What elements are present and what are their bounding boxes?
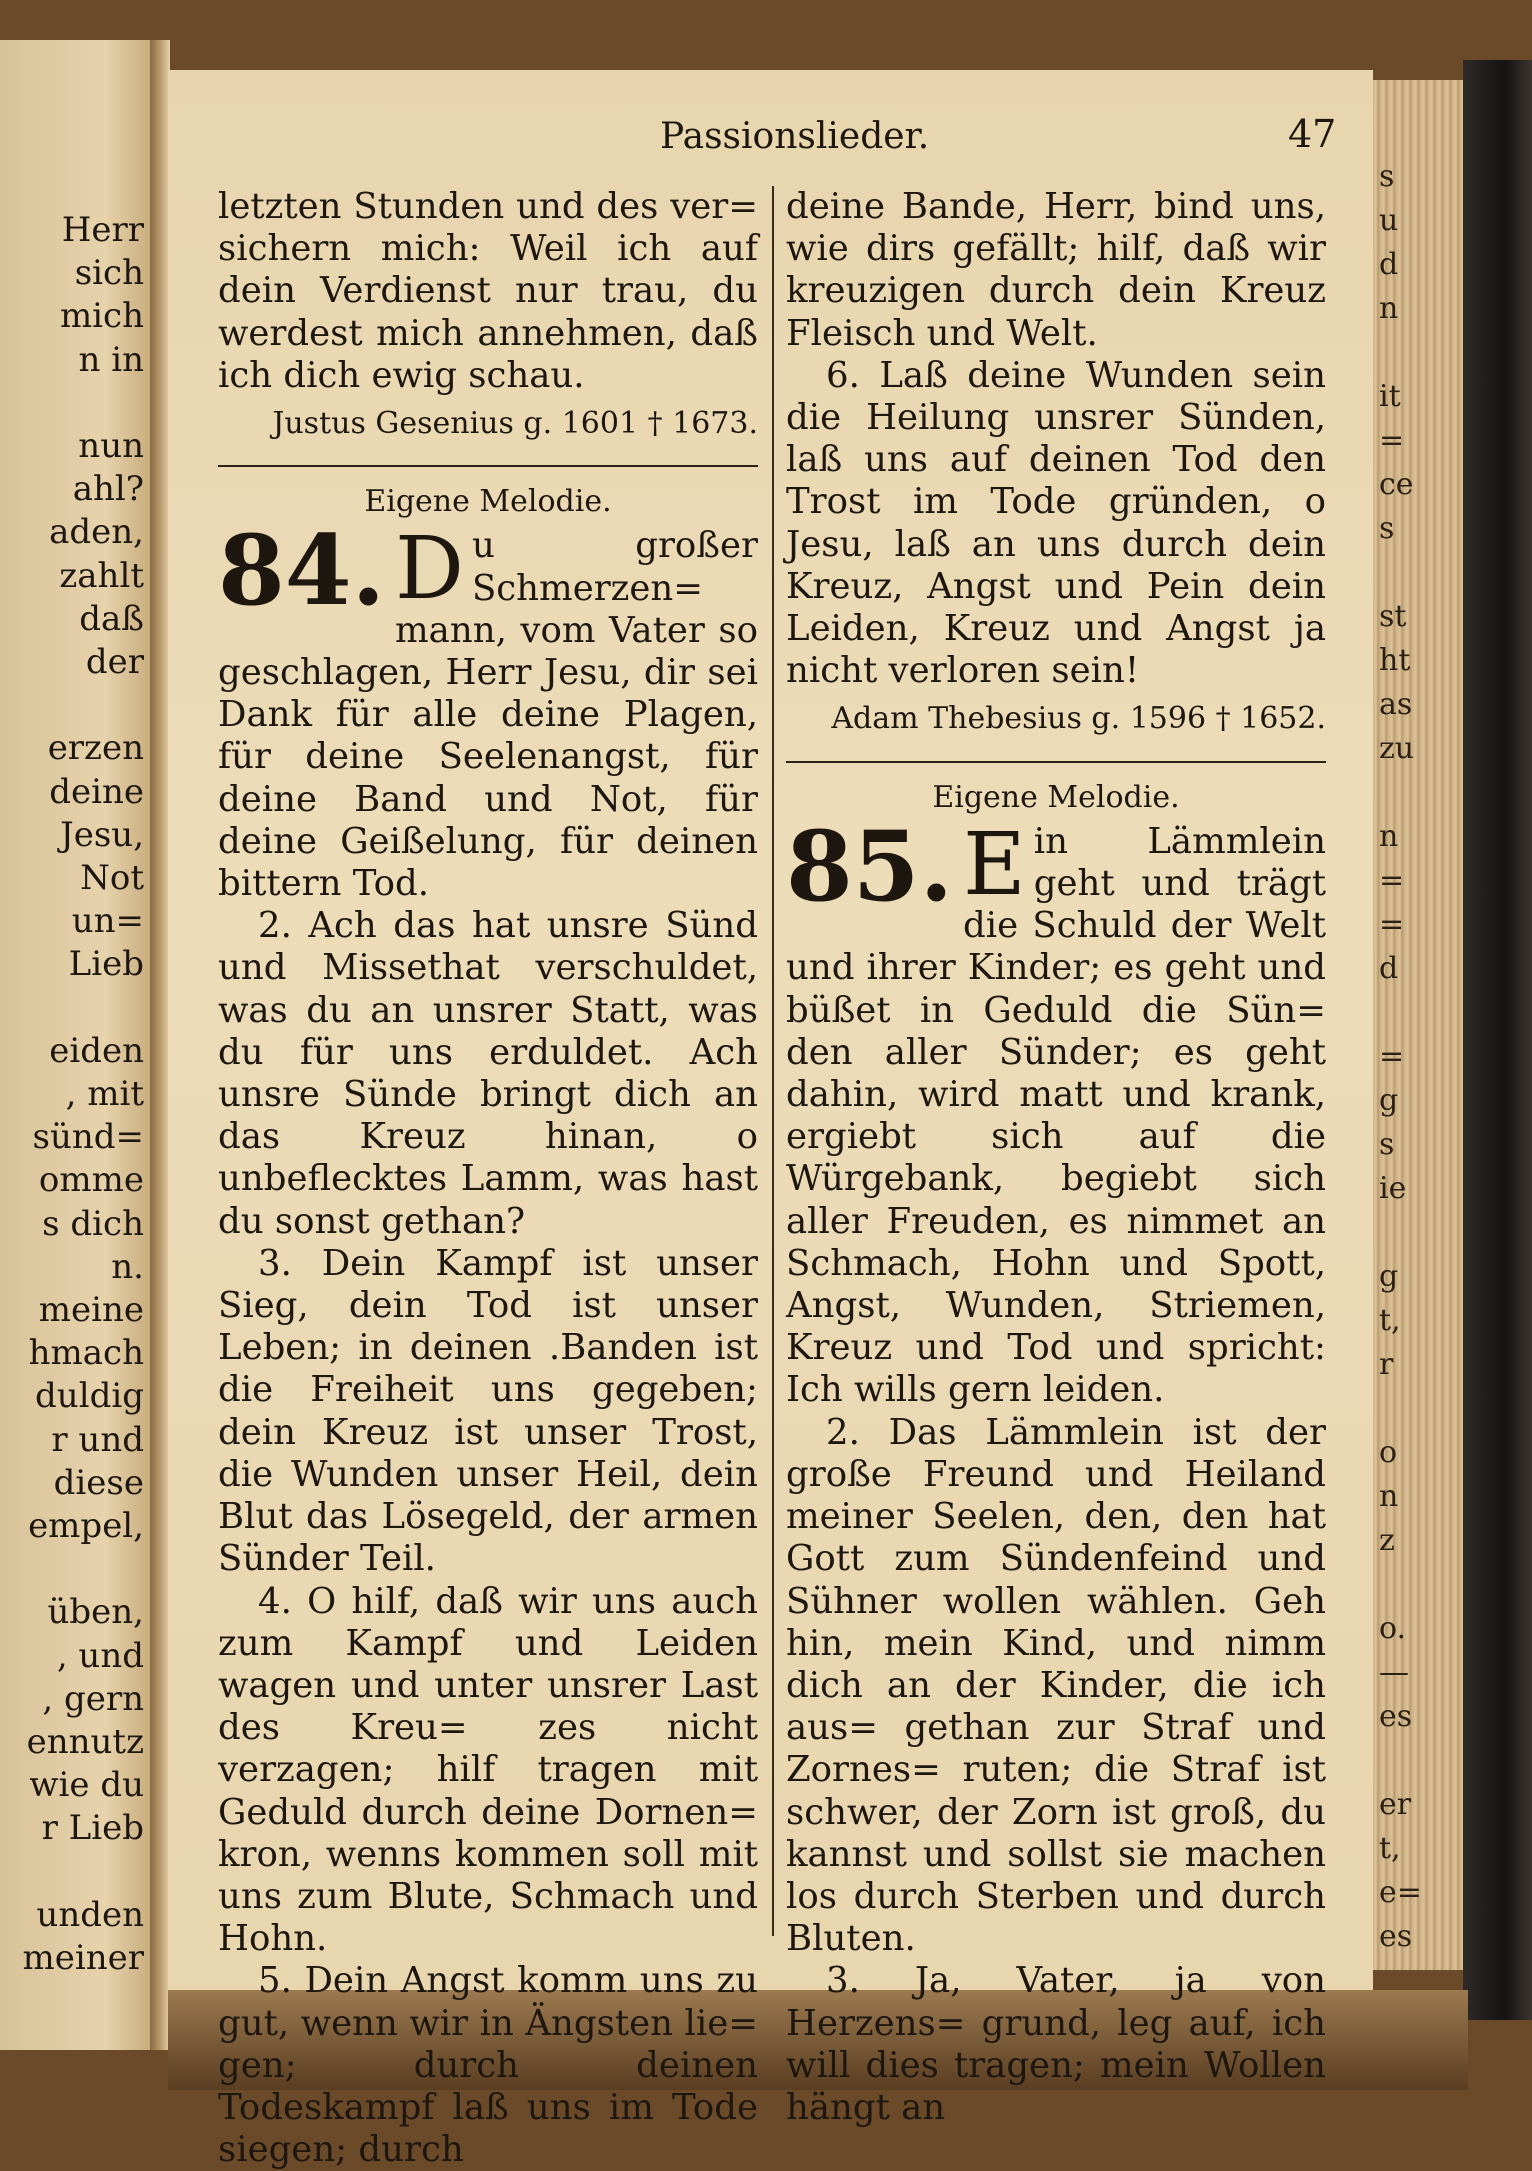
page-stack-fragment: g	[1379, 1083, 1399, 1118]
left-page-fragment: unden	[36, 1894, 144, 1935]
hymn-85-verse-1	[786, 809, 1326, 1412]
section-rule	[786, 761, 1326, 763]
page-stack-fragment: o	[1379, 1435, 1398, 1470]
left-page-fragment: n in	[78, 339, 144, 380]
left-page-fragment: meine	[38, 1290, 144, 1330]
left-page-fragment: Not	[80, 858, 144, 898]
page-stack-fragment: =	[1379, 863, 1405, 898]
left-page-fragment: hmach	[28, 1333, 144, 1374]
page-stack-fragment: e=	[1379, 1875, 1422, 1910]
page-stack-fragment: as	[1379, 687, 1413, 722]
previous-page-edge	[0, 40, 150, 2050]
left-page-fragment: un=	[71, 901, 144, 942]
page-stack-fragment: z	[1379, 1523, 1395, 1558]
left-page-fragment: duldig	[35, 1376, 144, 1417]
page-stack-fragment: es	[1379, 1919, 1413, 1954]
hymn-number: 84.	[218, 514, 386, 628]
melody-label: Eigene Melodie.	[932, 779, 1180, 815]
left-page-fragment: r Lieb	[41, 1808, 144, 1849]
left-page-fragment: , gern	[42, 1678, 144, 1719]
page-stack-fragment: er	[1379, 1787, 1412, 1822]
hymn-83-verse-6: 6. Laß deine Wunden sein die Heilung unsrer Sünden, laß uns auf deinen Tod den Trost im Tode gründen, o Jesu, laß an uns durch dein Kreuz, Angst und Pein dein Leiden, Kreuz und Angst ja nicht verloren sein!	[786, 354, 1326, 692]
page-stack-fragment: =	[1379, 423, 1405, 458]
page-stack-fragment: d	[1379, 951, 1399, 986]
hymn-84-verse-5: 5. Dein Angst komm uns zu gut, wenn wir in Ängsten lie= gen; durch deinen Todeskampf laß uns im Tode siegen; durch	[218, 1960, 758, 2171]
page-stack-fragment: o.	[1379, 1611, 1407, 1646]
hymn-84-verse-2: 2. Ach das hat unsre Sünd und Missethat verschuldet, was du an unsrer Statt, was du für uns erduldet. Ach unsre Sünde bringt dich an das Kreuz hinan, o unbeflecktes Lamm, was hast du sonst gethan?	[218, 905, 758, 1242]
page-stack-fragment: it	[1379, 379, 1401, 414]
left-page-fragment: daß	[79, 598, 144, 639]
page-stack-fragment: s	[1379, 511, 1395, 546]
left-page-fragment: der	[85, 642, 144, 682]
left-page-fragment: empel,	[28, 1506, 144, 1546]
page-stack-fragment: —	[1379, 1655, 1409, 1690]
left-page-fragment: zahlt	[59, 555, 144, 596]
left-page-fragment: mich	[59, 296, 144, 337]
left-page-fragment: meiner	[22, 1938, 144, 1978]
page-stack-fragment: ie	[1379, 1171, 1407, 1206]
page-stack-fragment: g	[1379, 1259, 1399, 1294]
left-page-fragment: , mit	[65, 1074, 144, 1114]
left-page-fragment: erzen	[47, 728, 144, 769]
left-page-fragment: wie du	[29, 1765, 144, 1806]
left-page-fragment: Herr	[61, 210, 144, 250]
left-page-fragment: r und	[51, 1419, 144, 1460]
page-stack-fragment: ce	[1379, 467, 1414, 502]
page-stack-fragment: s	[1379, 159, 1395, 194]
running-head: Passionslieder.	[660, 116, 930, 157]
page-stack-edge	[1373, 80, 1463, 1970]
left-page-fragment: deine	[49, 771, 144, 812]
left-page-fragment: sünd=	[32, 1117, 144, 1158]
left-page-fragment: omme	[38, 1160, 144, 1201]
page-stack-fragment: es	[1379, 1699, 1413, 1734]
hymn-84-verse-1	[218, 514, 758, 905]
page-stack-fragment: t,	[1379, 1303, 1401, 1338]
left-page-fragment: ennutz	[26, 1722, 144, 1762]
hymn-85-verse-3: 3. Ja, Vater, ja von Herzens= grund, leg auf, ich will dies tragen; mein Wollen hängt an	[786, 1960, 1326, 2128]
left-page-fragment: Jesu,	[60, 814, 144, 855]
hymn-84-verse-4: 4. O hilf, daß wir uns auch zum Kampf und Leiden wagen und unter unsrer Last des Kreu= zes nicht verzagen; hilf tragen mit Geduld durch deine Dornen= kron, wenns kommen soll mit uns zum Blute, Schmach und Hohn.	[218, 1580, 758, 1960]
verse-text: in Lämmlein geht und trägt die Schuld der Welt und ihrer Kinder; es geht und büßet in Geduld die Sün= den aller Sünder; es geht dahin, wird matt und krank, ergiebt sich auf die Würgebank, begiebt sich aller Freuden, es nimmet an Schmach, Hohn und Spott, Angst, Wunden, Striemen, Kreuz und Tod und spricht: Ich wills gern leiden.	[786, 820, 1326, 1411]
book-cover-edge	[1463, 60, 1532, 2020]
author-credit: Justus Gesenius g. 1601 † 1673.	[272, 406, 758, 442]
page-stack-fragment: n	[1379, 1479, 1399, 1514]
right-column	[786, 186, 1326, 2129]
page-stack-fragment: zu	[1379, 731, 1415, 766]
drop-cap: D	[395, 519, 464, 620]
column-divider	[772, 186, 774, 1936]
left-page-fragment: diese	[53, 1462, 144, 1503]
page-stack-fragment: =	[1379, 1039, 1405, 1074]
hymn-84-verse-3: 3. Dein Kampf ist unser Sieg, dein Tod ist unser Leben; in deinen .Banden ist die Freiheit uns gegeben; dein Kreuz ist unser Trost, die Wunden unser Heil, dein Blut das Lösegeld, der armen Sünder Teil.	[218, 1242, 758, 1580]
left-page-fragment: n.	[111, 1246, 144, 1287]
section-rule	[218, 465, 758, 467]
drop-cap: E	[963, 814, 1026, 915]
melody-label: Eigene Melodie.	[364, 484, 612, 520]
hymn-number: 85.	[786, 809, 954, 923]
hymn-85-verse-2: 2. Das Lämmlein ist der große Freund und Heiland meiner Seelen, den, den hat Gott zum Sündenfeind und Sühner wollen wählen. Geh hin, mein Kind, und nimm dich an der Kinder, die ich aus= gethan zur Straf und Zornes= ruten; die Straf ist schwer, der Zorn ist groß, du kannst und sollst sie machen los durch Sterben und durch Bluten.	[786, 1411, 1326, 1960]
page-number: 47	[1288, 112, 1337, 156]
left-page-fragment: Lieb	[68, 944, 144, 985]
page-stack-fragment: r	[1379, 1347, 1394, 1382]
left-column	[218, 186, 758, 2171]
page-stack-fragment: ht	[1379, 643, 1411, 678]
page-stack-fragment: t,	[1379, 1831, 1401, 1866]
page-stack-fragment: s	[1379, 1127, 1395, 1162]
verse-text: u großer Schmerzen= mann, vom Vater so geschlagen, Herr Jesu, dir sei Dank für alle deine Plagen, für deine Seelenangst, für deine Band und Not, für deine Geißelung, für deinen bittern Tod.	[218, 525, 758, 905]
page-stack-fragment: n	[1379, 819, 1399, 854]
page-stack-fragment: u	[1379, 203, 1399, 238]
carryover-text: letzten Stunden und des ver= sichern mich: Weil ich auf dein Verdienst nur trau, du werdest mich annehmen, daß ich dich ewig schau.	[218, 186, 758, 396]
page-stack-fragment: st	[1379, 599, 1407, 634]
author-credit: Adam Thebesius g. 1596 † 1652.	[831, 701, 1326, 737]
left-page-fragment: aden,	[49, 512, 144, 553]
left-page-fragment: sich	[74, 253, 144, 294]
book-gutter	[150, 40, 170, 2050]
left-page-fragment: s dich	[42, 1203, 144, 1244]
left-page-fragment: eiden	[49, 1030, 144, 1071]
left-page-fragment: ahl?	[72, 469, 144, 510]
left-page-fragment: nun	[78, 426, 144, 466]
page-stack-fragment: n	[1379, 291, 1399, 326]
left-page-fragment: üben,	[47, 1592, 144, 1633]
page-stack-fragment: =	[1379, 907, 1405, 942]
carryover-text: deine Bande, Herr, bind uns, wie dirs gefällt; hilf, daß wir kreuzigen durch dein Kreuz Fleisch und Welt.	[786, 186, 1326, 354]
page-stack-fragment: d	[1379, 247, 1399, 282]
left-page-fragment: , und	[56, 1635, 144, 1676]
